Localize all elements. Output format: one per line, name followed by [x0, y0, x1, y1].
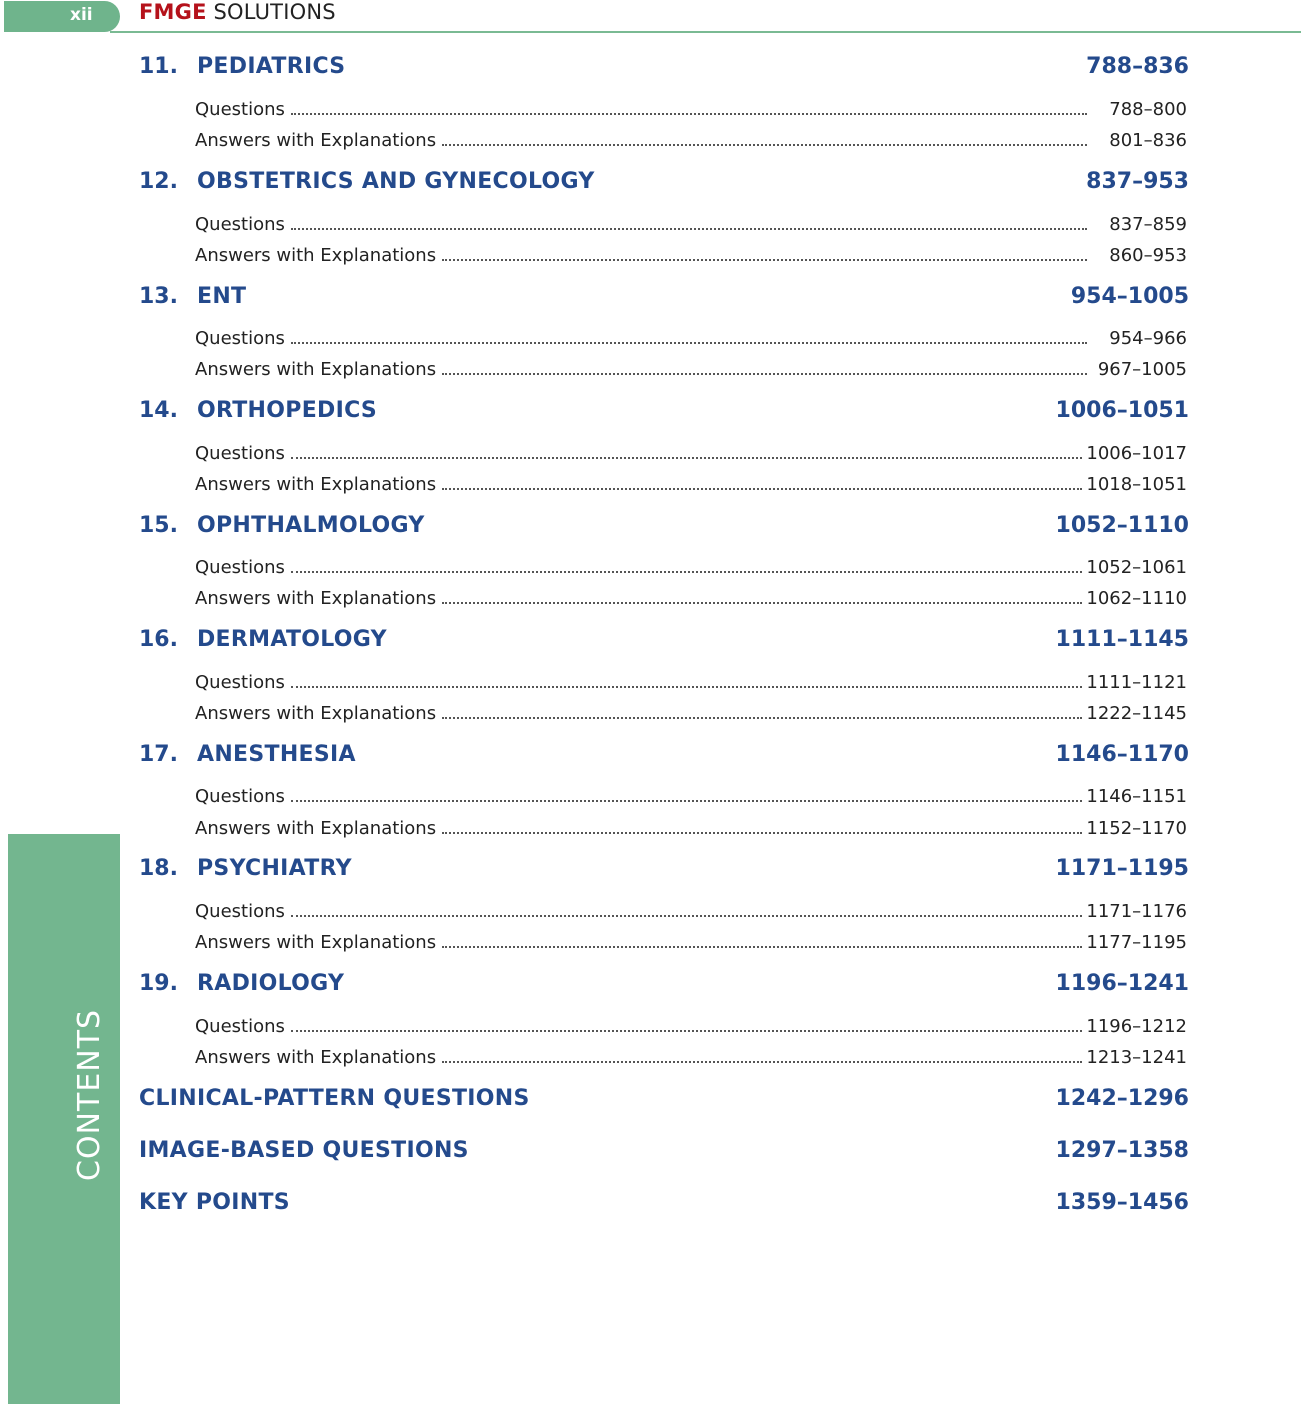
entry-label: Questions — [195, 786, 285, 807]
chapter-pages: 1052–1110 — [1055, 513, 1189, 538]
chapter-title: RADIOLOGY — [197, 971, 345, 996]
entry-pages: 1171–1176 — [1086, 901, 1187, 922]
toc-entry-questions[interactable] — [195, 325, 1187, 349]
dot-leader — [442, 832, 1082, 834]
chapter-number: 12. — [139, 169, 178, 194]
section-key-points[interactable] — [139, 1190, 1189, 1220]
entry-label: Answers with Explanations — [195, 359, 437, 380]
entry-pages: 1177–1195 — [1086, 932, 1187, 953]
dot-leader — [442, 144, 1087, 146]
chapter-pages: 1146–1170 — [1055, 742, 1189, 767]
entry-pages: 1111–1121 — [1086, 672, 1187, 693]
chapter-ophthalmology — [139, 513, 1189, 609]
chapter-heading[interactable] — [139, 284, 1189, 314]
chapter-heading[interactable] — [139, 742, 1189, 772]
chapter-title: PSYCHIATRY — [197, 856, 352, 881]
chapter-number: 17. — [139, 742, 178, 767]
chapter-number: 16. — [139, 627, 178, 652]
chapter-pages: 1196–1241 — [1055, 971, 1189, 996]
dot-leader — [291, 457, 1082, 459]
toc-entry-questions[interactable] — [195, 96, 1187, 120]
chapter-number: 14. — [139, 398, 178, 423]
chapter-title: ORTHOPEDICS — [197, 398, 378, 423]
chapter-pages: 1111–1145 — [1055, 627, 1189, 652]
dot-leader — [291, 915, 1082, 917]
entry-label: Answers with Explanations — [195, 245, 437, 266]
page-number-tab — [4, 1, 120, 32]
chapter-heading[interactable] — [139, 54, 1189, 84]
chapter-number: 18. — [139, 856, 178, 881]
dot-leader — [291, 342, 1087, 344]
entry-label: Answers with Explanations — [195, 588, 437, 609]
dot-leader — [291, 113, 1087, 115]
chapter-pages: 788–836 — [1086, 54, 1189, 79]
entry-pages: 788–800 — [1109, 99, 1187, 120]
toc-entry-answers[interactable] — [195, 242, 1187, 266]
chapter-psychiatry — [139, 856, 1189, 953]
entry-label: Answers with Explanations — [195, 818, 437, 839]
chapter-heading[interactable] — [139, 169, 1189, 199]
chapter-pages: 837–953 — [1086, 169, 1189, 194]
entry-pages: 1222–1145 — [1086, 703, 1187, 724]
entry-pages: 1196–1212 — [1086, 1016, 1187, 1037]
chapter-heading[interactable] — [139, 856, 1189, 886]
dot-leader — [291, 800, 1082, 802]
entry-label: Questions — [195, 1016, 285, 1037]
entry-pages: 1062–1110 — [1086, 588, 1187, 609]
entry-label: Answers with Explanations — [195, 703, 437, 724]
section-pages: 1242–1296 — [1055, 1086, 1189, 1111]
toc-entry-answers[interactable] — [195, 585, 1187, 609]
entry-pages: 967–1005 — [1097, 359, 1187, 380]
toc-entry-questions[interactable] — [195, 440, 1187, 464]
entry-pages: 837–859 — [1109, 214, 1187, 235]
entry-label: Answers with Explanations — [195, 932, 437, 953]
dot-leader — [442, 1061, 1082, 1063]
entry-label: Questions — [195, 557, 285, 578]
section-title: KEY POINTS — [139, 1190, 290, 1215]
chapter-pages: 1006–1051 — [1055, 398, 1189, 423]
header-rule — [110, 31, 1301, 33]
dot-leader — [291, 686, 1082, 688]
dot-leader — [442, 717, 1082, 719]
toc-entry-answers[interactable] — [195, 929, 1187, 953]
chapter-number: 15. — [139, 513, 178, 538]
toc-entry-answers[interactable] — [195, 356, 1187, 380]
contents-side-label: CONTENTS — [72, 1008, 107, 1181]
entry-label: Answers with Explanations — [195, 130, 437, 151]
section-pages: 1359–1456 — [1055, 1190, 1189, 1215]
chapter-orthopedics — [139, 398, 1189, 495]
chapter-heading[interactable] — [139, 398, 1189, 428]
chapter-obstetrics-gynecology — [139, 169, 1189, 266]
chapter-number: 19. — [139, 971, 178, 996]
entry-pages: 801–836 — [1109, 130, 1187, 151]
toc-entry-answers[interactable] — [195, 127, 1187, 151]
entry-pages: 1018–1051 — [1086, 474, 1187, 495]
chapter-title: OBSTETRICS AND GYNECOLOGY — [197, 169, 595, 194]
dot-leader — [442, 259, 1087, 261]
toc-entry-questions[interactable] — [195, 1013, 1187, 1037]
toc-entry-answers[interactable] — [195, 1044, 1187, 1068]
section-pages: 1297–1358 — [1055, 1138, 1189, 1163]
dot-leader — [291, 571, 1082, 573]
entry-pages: 954–966 — [1109, 328, 1187, 349]
chapter-pages: 1171–1195 — [1055, 856, 1189, 881]
entry-label: Questions — [195, 672, 285, 693]
chapter-pediatrics — [139, 54, 1189, 151]
chapter-heading[interactable] — [139, 971, 1189, 1001]
entry-label: Answers with Explanations — [195, 1047, 437, 1068]
chapter-anesthesia — [139, 742, 1189, 839]
chapter-title: ENT — [197, 284, 247, 309]
entry-pages: 1146–1151 — [1086, 786, 1187, 807]
dot-leader — [442, 488, 1082, 490]
chapter-heading[interactable] — [139, 627, 1189, 657]
toc-entry-answers[interactable] — [195, 815, 1187, 839]
page-number: xii — [70, 5, 93, 25]
book-title-rest: SOLUTIONS — [206, 0, 336, 24]
dot-leader — [291, 228, 1087, 230]
book-title-brand: FMGE — [139, 0, 207, 24]
chapter-heading[interactable] — [139, 513, 1189, 543]
entry-label: Questions — [195, 328, 285, 349]
toc-entry-answers[interactable] — [195, 471, 1187, 495]
entry-label: Answers with Explanations — [195, 474, 437, 495]
chapter-pages: 954–1005 — [1070, 284, 1189, 309]
toc-entry-questions[interactable] — [195, 211, 1187, 235]
toc-entry-questions[interactable] — [195, 554, 1187, 578]
entry-label: Questions — [195, 214, 285, 235]
entry-pages: 1152–1170 — [1086, 818, 1187, 839]
entry-pages: 1006–1017 — [1086, 443, 1187, 464]
entry-label: Questions — [195, 901, 285, 922]
entry-pages: 1052–1061 — [1086, 557, 1187, 578]
chapter-number: 11. — [139, 54, 178, 79]
chapter-radiology — [139, 971, 1189, 1068]
chapter-ent — [139, 284, 1189, 380]
entry-label: Questions — [195, 443, 285, 464]
entry-pages: 1213–1241 — [1086, 1047, 1187, 1068]
section-title: IMAGE-BASED QUESTIONS — [139, 1138, 469, 1163]
dot-leader — [442, 373, 1087, 375]
section-image-based-questions[interactable] — [139, 1138, 1189, 1168]
chapter-title: DERMATOLOGY — [197, 627, 387, 652]
section-title: CLINICAL-PATTERN QUESTIONS — [139, 1086, 530, 1111]
chapter-title: OPHTHALMOLOGY — [197, 513, 425, 538]
toc-entry-questions[interactable] — [195, 783, 1187, 807]
chapter-title: PEDIATRICS — [197, 54, 346, 79]
entry-label: Questions — [195, 99, 285, 120]
dot-leader — [291, 1030, 1082, 1032]
toc-entry-questions[interactable] — [195, 669, 1187, 693]
dot-leader — [442, 602, 1082, 604]
chapter-title: ANESTHESIA — [197, 742, 356, 767]
dot-leader — [442, 946, 1082, 948]
book-title — [139, 0, 336, 24]
toc-entry-answers[interactable] — [195, 700, 1187, 724]
toc-entry-questions[interactable] — [195, 898, 1187, 922]
section-clinical-pattern-questions[interactable] — [139, 1086, 1189, 1116]
entry-pages: 860–953 — [1109, 245, 1187, 266]
chapter-number: 13. — [139, 284, 178, 309]
chapter-dermatology — [139, 627, 1189, 724]
